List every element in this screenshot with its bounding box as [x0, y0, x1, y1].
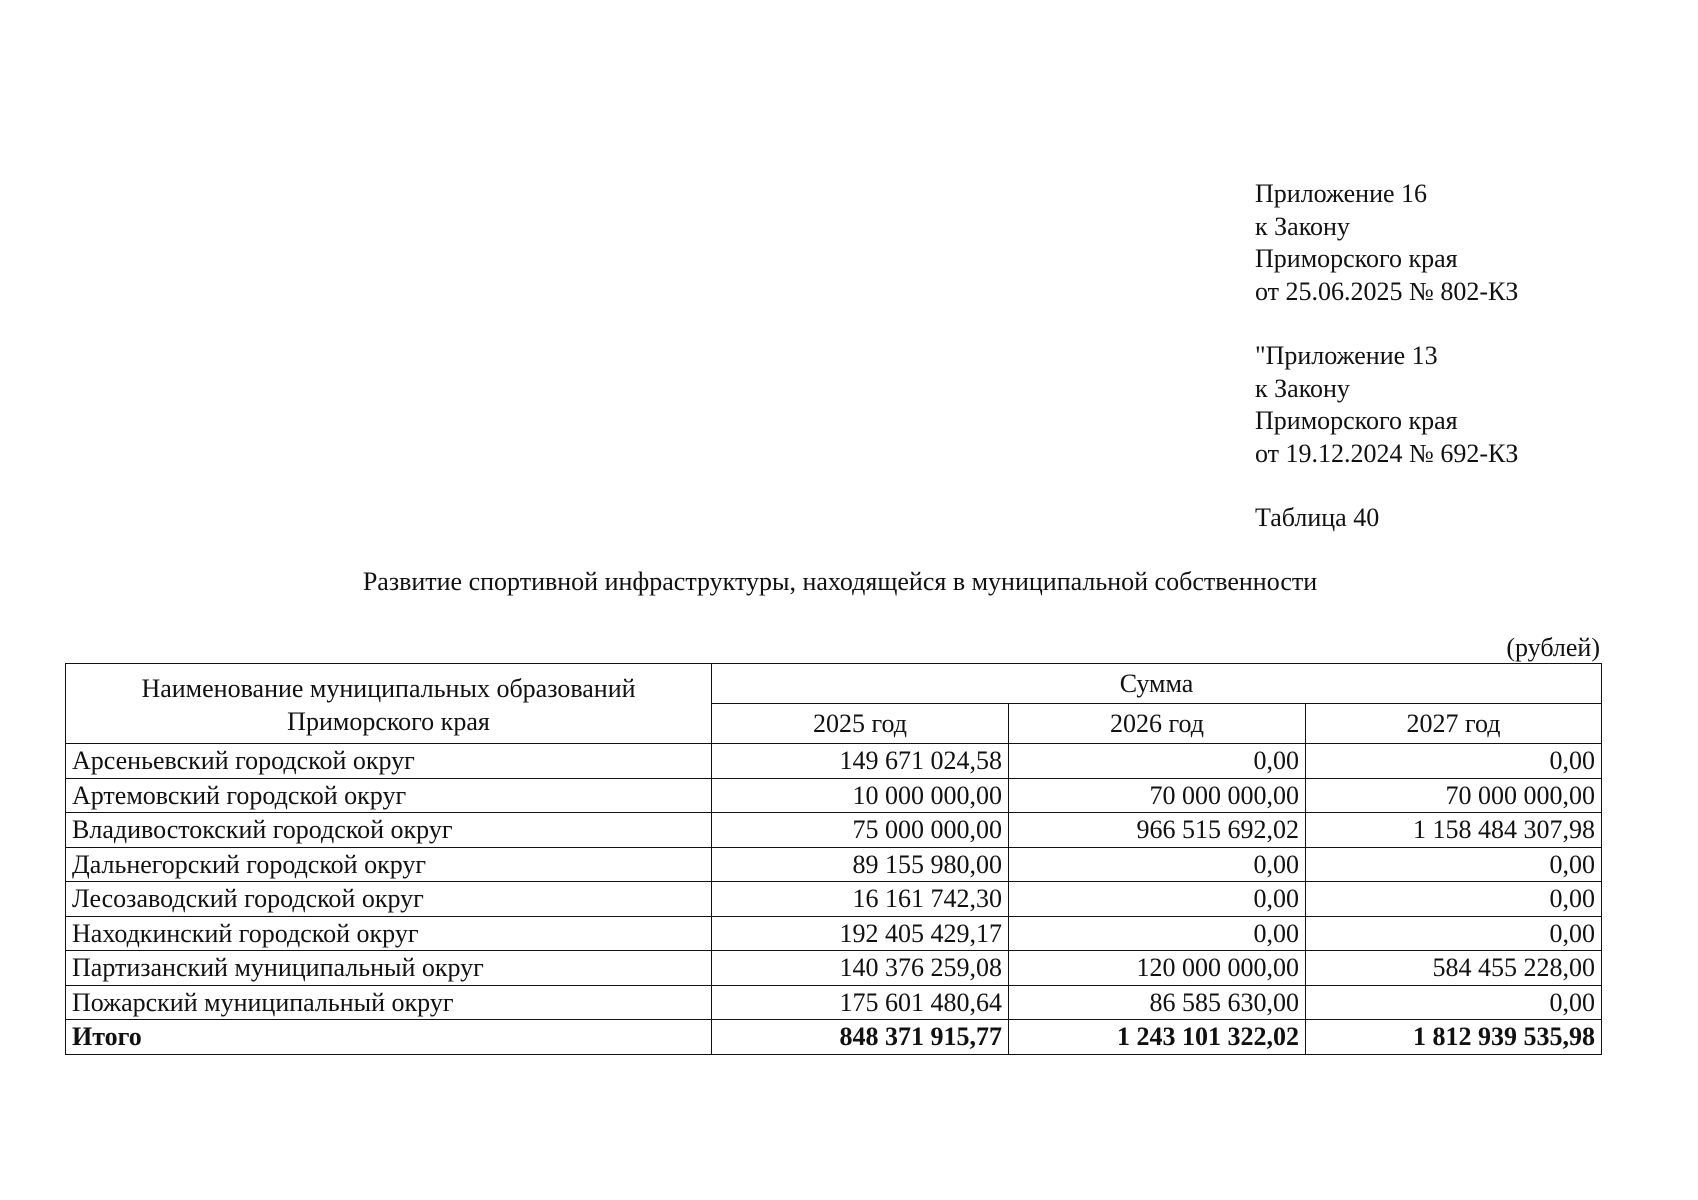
- table-row: [66, 951, 1602, 986]
- amount-2026: 0,00: [1009, 916, 1306, 951]
- amount-2027: 0,00: [1306, 985, 1602, 1020]
- appendix-line: Приморского края: [1255, 244, 1458, 273]
- amount-2027: 1 158 484 307,98: [1306, 813, 1602, 848]
- total-2026: 1 243 101 322,02: [1009, 1020, 1306, 1055]
- sum-column-header: Сумма: [712, 664, 1602, 704]
- amount-2026: 0,00: [1009, 882, 1306, 917]
- year-2025-header: 2025 год: [712, 704, 1009, 744]
- appendix-line: "Приложение 13: [1255, 341, 1438, 370]
- units-label: (рублей): [1506, 633, 1600, 662]
- table-row: [66, 916, 1602, 951]
- header-line: Наименование муниципальных образований: [141, 674, 636, 703]
- municipality-name: Пожарский муниципальный округ: [66, 985, 712, 1020]
- appendix-line: к Закону: [1255, 211, 1350, 241]
- table-header-row: [66, 664, 1602, 704]
- amount-2025: 75 000 000,00: [712, 813, 1009, 848]
- municipality-name: Арсеньевский городской округ: [66, 744, 712, 779]
- amount-2027: 0,00: [1306, 847, 1602, 882]
- year-2027-header: 2027 год: [1306, 704, 1602, 744]
- table-row: [66, 813, 1602, 848]
- amount-2026: 70 000 000,00: [1009, 778, 1306, 813]
- amount-2025: 16 161 742,30: [712, 882, 1009, 917]
- table-row: [66, 882, 1602, 917]
- amount-2027: 0,00: [1306, 744, 1602, 779]
- table-number-label: Таблица 40: [1255, 503, 1380, 532]
- municipality-name: Лесозаводский городской округ: [66, 882, 712, 917]
- appendix-line: Приложение 16: [1255, 179, 1428, 208]
- appendix-line: к Закону: [1255, 373, 1350, 403]
- amount-2025: 10 000 000,00: [712, 778, 1009, 813]
- year-2026-header: 2026 год: [1009, 704, 1306, 744]
- header-line: Приморского края: [287, 707, 490, 736]
- amount-2027: 0,00: [1306, 916, 1602, 951]
- total-2027: 1 812 939 535,98: [1306, 1020, 1602, 1055]
- appendix-original-reference: [1255, 340, 1518, 470]
- municipality-name: Дальнегорский городской округ: [66, 847, 712, 882]
- amount-2027: 70 000 000,00: [1306, 778, 1602, 813]
- appendix-line: Приморского края: [1255, 406, 1458, 435]
- appendix-line: от 19.12.2024 № 692-КЗ: [1255, 438, 1519, 468]
- total-label: Итого: [66, 1020, 712, 1055]
- appendix-line: от 25.06.2025 № 802-КЗ: [1255, 276, 1519, 306]
- document-title: Развитие спортивной инфраструктуры, находящейся в муниципальной собственности: [362, 567, 1318, 596]
- amount-2025: 175 601 480,64: [712, 985, 1009, 1020]
- amount-2026: 0,00: [1009, 847, 1306, 882]
- amount-2026: 120 000 000,00: [1009, 951, 1306, 986]
- municipality-name: Находкинский городской округ: [66, 916, 712, 951]
- amount-2026: 0,00: [1009, 744, 1306, 779]
- municipality-name: Партизанский муниципальный округ: [66, 951, 712, 986]
- amount-2025: 192 405 429,17: [712, 916, 1009, 951]
- amount-2027: 584 455 228,00: [1306, 951, 1602, 986]
- table-row: [66, 778, 1602, 813]
- amount-2027: 0,00: [1306, 882, 1602, 917]
- table-row: [66, 985, 1602, 1020]
- amount-2026: 86 585 630,00: [1009, 985, 1306, 1020]
- table-row: [66, 847, 1602, 882]
- appendix-current-reference: [1255, 178, 1518, 308]
- table-total-row: [66, 1020, 1602, 1055]
- table-row: [66, 744, 1602, 779]
- amount-2026: 966 515 692,02: [1009, 813, 1306, 848]
- amount-2025: 149 671 024,58: [712, 744, 1009, 779]
- total-2025: 848 371 915,77: [712, 1020, 1009, 1055]
- funding-table: [65, 663, 1602, 1055]
- amount-2025: 89 155 980,00: [712, 847, 1009, 882]
- municipality-column-header: [66, 664, 712, 744]
- municipality-name: Артемовский городской округ: [66, 778, 712, 813]
- municipality-name: Владивостокский городской округ: [66, 813, 712, 848]
- amount-2025: 140 376 259,08: [712, 951, 1009, 986]
